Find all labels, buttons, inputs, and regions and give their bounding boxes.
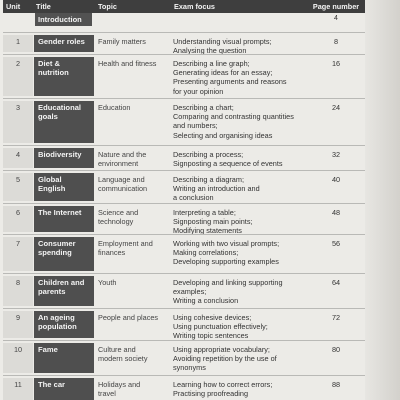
- unit-topic-line: technology: [98, 217, 134, 227]
- table-row: [3, 98, 365, 145]
- unit-exam-focus-line: Using punctuation effectively;: [173, 322, 268, 332]
- unit-title: [34, 343, 94, 373]
- unit-page-number: 8: [333, 37, 339, 46]
- unit-exam-focus-line: Selecting and organising ideas: [173, 130, 273, 140]
- unit-topic: [95, 239, 171, 257]
- unit-exam-focus: [171, 175, 307, 203]
- table-row: [3, 145, 365, 170]
- unit-page-number: 24: [331, 103, 341, 112]
- unit-title: [34, 101, 94, 143]
- unit-topic-line: communication: [98, 184, 148, 194]
- unit-exam-focus-line: Presenting arguments and reasons: [173, 77, 287, 87]
- unit-exam-focus: [171, 59, 307, 96]
- unit-exam-focus: [171, 150, 307, 168]
- unit-topic: [95, 380, 171, 398]
- header-title: Title: [36, 2, 51, 11]
- unit-exam-focus-line: a conclusion: [173, 193, 214, 203]
- unit-page-number: 40: [331, 175, 341, 184]
- unit-title-line: goals: [38, 112, 58, 122]
- unit-exam-focus-line: Working with two visual prompts;: [173, 239, 280, 248]
- unit-topic: [95, 37, 171, 46]
- unit-title: [34, 57, 94, 96]
- unit-title: [34, 173, 94, 201]
- table-row: [3, 170, 365, 203]
- unit-title-line: Fame: [38, 345, 58, 354]
- unit-exam-focus-line: Writing an introduction and: [173, 184, 260, 194]
- unit-exam-focus-line: Developing and linking supporting: [173, 278, 283, 287]
- unit-page-number: 48: [331, 208, 341, 217]
- unit-topic: [95, 59, 171, 68]
- unit-title-line: Diet &: [38, 59, 60, 68]
- unit-page-number: 80: [331, 345, 341, 354]
- unit-number: 6: [3, 206, 33, 232]
- unit-topic-line: Family matters: [98, 37, 146, 46]
- table-row: [3, 234, 365, 273]
- header-topic: Topic: [98, 2, 117, 11]
- unit-number: 7: [3, 237, 33, 271]
- unit-exam-focus-line: Writing topic sentences: [173, 331, 249, 341]
- unit-title-line: Biodiversity: [38, 150, 82, 159]
- unit-exam-focus-line: Comparing and contrasting quantities: [173, 112, 294, 122]
- table-row: [3, 32, 365, 54]
- unit-exam-focus-line: Using appropriate vocabulary;: [173, 345, 270, 354]
- unit-exam-focus-line: Writing a conclusion: [173, 296, 239, 306]
- page-margin: [365, 0, 400, 400]
- unit-number: 5: [3, 173, 33, 201]
- unit-exam-focus: [171, 313, 307, 341]
- unit-topic: [95, 175, 171, 193]
- unit-exam-focus-line: Making correlations;: [173, 248, 239, 258]
- unit-title: [34, 35, 94, 52]
- unit-topic-line: Education: [98, 103, 131, 112]
- unit-exam-focus-line: Using cohesive devices;: [173, 313, 252, 322]
- unit-exam-focus-line: and numbers;: [173, 121, 218, 131]
- unit-exam-focus-line: synonyms: [173, 363, 206, 373]
- table-row: [3, 54, 365, 98]
- unit-title-line: parents: [38, 287, 66, 297]
- unit-topic-line: modern society: [98, 354, 148, 364]
- unit-topic: [95, 150, 171, 168]
- unit-page-number: 16: [331, 59, 341, 68]
- unit-number: 3: [3, 101, 33, 143]
- unit-exam-focus: [171, 380, 307, 398]
- unit-page-number: 64: [331, 278, 341, 287]
- unit-exam-focus: [171, 239, 307, 267]
- unit-exam-focus-line: Developing supporting examples: [173, 257, 279, 267]
- table-row: [3, 375, 365, 400]
- unit-topic-line: finances: [98, 248, 126, 258]
- unit-title: [34, 237, 94, 271]
- unit-exam-focus-line: examples;: [173, 287, 207, 297]
- unit-title-line: Gender roles: [38, 37, 85, 46]
- header-page-number: Page number: [312, 2, 360, 11]
- unit-exam-focus-line: Describing a process;: [173, 150, 244, 159]
- unit-number: 2: [3, 57, 33, 96]
- table-row: [3, 308, 365, 340]
- unit-topic-line: Language and: [98, 175, 145, 184]
- unit-exam-focus-line: Describing a chart;: [173, 103, 234, 112]
- unit-exam-focus-line: Modifying statements: [173, 226, 242, 236]
- unit-topic-line: Youth: [98, 278, 117, 287]
- unit-exam-focus: [171, 208, 307, 236]
- unit-topic: [95, 278, 171, 287]
- unit-title: [34, 206, 94, 232]
- unit-title: [34, 276, 94, 306]
- unit-topic-line: Employment and: [98, 239, 153, 248]
- unit-exam-focus-line: Describing a diagram;: [173, 175, 244, 184]
- unit-title-line: The car: [38, 380, 66, 389]
- unit-exam-focus-line: Signposting a sequence of events: [173, 159, 283, 169]
- unit-topic-line: travel: [98, 389, 116, 399]
- unit-topic-line: Health and fitness: [98, 59, 157, 68]
- contents-table: [3, 0, 365, 400]
- unit-page-number: 32: [331, 150, 341, 159]
- unit-page-number: 72: [331, 313, 341, 322]
- unit-exam-focus-line: Describing a line graph;: [173, 59, 250, 68]
- intro-title: Introduction: [35, 13, 92, 26]
- unit-title-line: An ageing: [38, 313, 75, 322]
- unit-title: [34, 148, 94, 168]
- unit-number: 8: [3, 276, 33, 306]
- unit-exam-focus-line: Avoiding repetition by the use of: [173, 354, 277, 364]
- unit-topic-line: environment: [98, 159, 139, 169]
- unit-topic-line: People and places: [98, 313, 159, 322]
- unit-number: 4: [3, 148, 33, 168]
- header-exam-focus: Exam focus: [174, 2, 215, 11]
- unit-title-line: population: [38, 322, 77, 332]
- unit-title-line: Children and: [38, 278, 85, 287]
- unit-number: 9: [3, 311, 33, 338]
- unit-exam-focus-line: Interpreting a table;: [173, 208, 236, 217]
- unit-exam-focus-line: Analysing the question: [173, 46, 247, 56]
- table-row: [3, 203, 365, 234]
- unit-topic: [95, 208, 171, 226]
- unit-exam-focus-line: Generating ideas for an essay;: [173, 68, 273, 78]
- unit-exam-focus-line: Practising proofreading: [173, 389, 249, 399]
- unit-title: [34, 311, 94, 338]
- unit-exam-focus-line: Learning how to correct errors;: [173, 380, 273, 389]
- unit-title-line: spending: [38, 248, 72, 258]
- unit-title-line: Consumer: [38, 239, 76, 248]
- unit-topic: [95, 313, 171, 322]
- intro-page-number: 4: [334, 15, 338, 22]
- unit-exam-focus: [171, 37, 307, 55]
- unit-exam-focus: [171, 278, 307, 306]
- unit-exam-focus: [171, 345, 307, 373]
- unit-topic: [95, 103, 171, 112]
- unit-title-line: Educational: [38, 103, 82, 112]
- unit-number: 1: [3, 35, 33, 52]
- unit-exam-focus-line: for your opinion: [173, 86, 224, 96]
- unit-topic-line: Culture and: [98, 345, 136, 354]
- header-unit: Unit: [6, 2, 21, 11]
- unit-exam-focus: [171, 103, 307, 140]
- table-row-introduction: [3, 13, 365, 28]
- unit-topic-line: Holidays and: [98, 380, 141, 389]
- unit-page-number: 88: [331, 380, 341, 389]
- unit-title: [34, 378, 94, 400]
- unit-topic-line: Nature and the: [98, 150, 147, 159]
- unit-title-line: nutrition: [38, 68, 69, 78]
- table-header-row: [3, 0, 365, 13]
- unit-number: 11: [3, 378, 33, 400]
- unit-title-line: The Internet: [38, 208, 82, 217]
- unit-topic-line: Science and: [98, 208, 139, 217]
- table-row: [3, 340, 365, 375]
- table-row: [3, 273, 365, 308]
- unit-exam-focus-line: Signposting main points;: [173, 217, 253, 227]
- unit-title-line: Global: [38, 175, 62, 184]
- unit-number: 10: [3, 343, 33, 373]
- unit-page-number: 56: [331, 239, 341, 248]
- unit-title-line: English: [38, 184, 66, 194]
- unit-exam-focus-line: Understanding visual prompts;: [173, 37, 272, 46]
- unit-topic: [95, 345, 171, 363]
